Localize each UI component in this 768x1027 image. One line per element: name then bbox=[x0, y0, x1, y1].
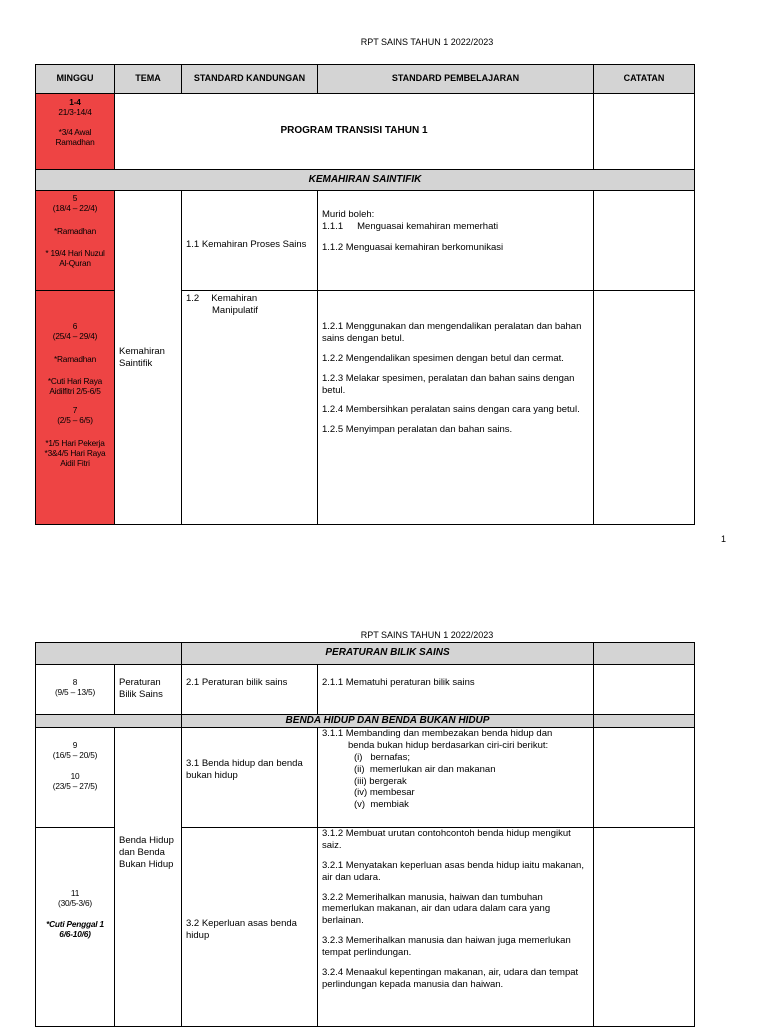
section-band: BENDA HIDUP DAN BENDA BUKAN HIDUP bbox=[181, 714, 594, 728]
week-date: (25/4 – 29/4) bbox=[52, 331, 98, 342]
band-blank bbox=[35, 714, 182, 728]
band-blank bbox=[593, 642, 695, 665]
sp-item: 3.1.2 Membuat urutan contohcontoh benda hidup mengikut saiz. bbox=[322, 828, 571, 851]
document-header: RPT SAINS TAHUN 1 2022/2023 bbox=[360, 37, 494, 47]
week-date: (30/5-3/6) bbox=[58, 898, 92, 909]
standard-kandungan-cell: 1.1 Kemahiran Proses Sains bbox=[181, 190, 318, 291]
week-note: *1/5 Hari Pekerja bbox=[45, 437, 105, 448]
tema-cell: Kemahiran Saintifik bbox=[114, 190, 182, 525]
sp-item: 1.2.2 Mengendalikan spesimen dengan betul dan cermat. bbox=[322, 352, 564, 364]
sp-number: 1.1.1 bbox=[322, 220, 344, 232]
catatan-cell bbox=[593, 827, 695, 1027]
week-number: 5 bbox=[72, 193, 78, 203]
week-number: 7 bbox=[72, 404, 78, 415]
section-band: KEMAHIRAN SAINTIFIK bbox=[35, 169, 695, 191]
week-number: 1-4 bbox=[69, 97, 81, 107]
sp-item: 3.2.4 Menaakul kepentingan makanan, air, udara dan tempat perlindungan kepada manusia dan haiwan. bbox=[322, 966, 579, 990]
sp-heading: 3.1.1 Membanding dan membezakan benda hidup dan bbox=[322, 728, 553, 739]
week-cell bbox=[35, 727, 115, 828]
sp-item: 3.2.1 Menyatakan keperluan asas benda hidup iaitu makanan, air dan udara. bbox=[322, 859, 584, 883]
sp-list-item: (ii) memerlukan air dan makanan bbox=[354, 763, 496, 775]
sp-list-item: (iii) bergerak bbox=[354, 775, 407, 787]
sp-item: 1.2.5 Menyimpan peralatan dan bahan sains. bbox=[322, 424, 513, 436]
week-number: 11 bbox=[70, 888, 80, 898]
band-blank bbox=[35, 642, 182, 665]
sp-intro: Murid boleh: bbox=[322, 209, 375, 220]
header-tema: TEMA bbox=[114, 64, 182, 94]
sp-item: 3.2.3 Memerihalkan manusia dan haiwan juga memerlukan tempat perlindungan. bbox=[322, 935, 571, 958]
standard-kandungan-cell: 3.1 Benda hidup dan benda bukan hidup bbox=[181, 727, 318, 828]
standard-pembelajaran-cell bbox=[317, 727, 594, 828]
sp-list-item: (i) bernafas; bbox=[354, 751, 410, 763]
standard-kandungan-cell: 2.1 Peraturan bilik sains bbox=[181, 664, 318, 715]
document-header: RPT SAINS TAHUN 1 2022/2023 bbox=[360, 630, 494, 640]
week-number: 6 bbox=[72, 321, 78, 331]
week-date: (18/4 – 22/4) bbox=[52, 203, 98, 214]
week-date: (23/5 – 27/5) bbox=[52, 781, 98, 792]
sp-item: 3.2.2 Memerihalkan manusia, haiwan dan tumbuhan memerlukan makanan, air dan udara dalam cara yang berlainan. bbox=[322, 891, 551, 927]
tema-cell: Peraturan Bilik Sains bbox=[114, 664, 182, 715]
program-transisi: PROGRAM TRANSISI TAHUN 1 bbox=[114, 93, 594, 170]
sp-item: 1.1.2 Menguasai kemahiran berkomunikasi bbox=[322, 241, 504, 253]
week-note: * 19/4 Hari Nuzul Al-Quran bbox=[45, 248, 105, 269]
week-note: *Ramadhan bbox=[53, 225, 97, 236]
sp-list-item: (v) membiak bbox=[354, 799, 409, 811]
catatan-cell bbox=[593, 664, 695, 715]
header-standard-pembelajaran: STANDARD PEMBELAJARAN bbox=[317, 64, 594, 94]
sp-heading: benda bukan hidup berdasarkan ciri-ciri berikut: bbox=[348, 739, 549, 751]
week-number: 8 bbox=[72, 677, 78, 687]
header-catatan: CATATAN bbox=[593, 64, 695, 94]
header-standard-kandungan: STANDARD KANDUNGAN bbox=[181, 64, 318, 94]
sp-item: 1.2.3 Melakar spesimen, peralatan dan bahan sains dengan betul. bbox=[322, 372, 575, 396]
week-note: *Cuti Penggal 1 6/6-10/6) bbox=[46, 918, 104, 940]
catatan-cell bbox=[593, 727, 695, 828]
tema-cell: Benda Hidup dan Benda Bukan Hidup bbox=[114, 727, 182, 1027]
sk-text: Manipulatif bbox=[212, 304, 258, 316]
page-number: 1 bbox=[721, 534, 727, 544]
week-number: 10 bbox=[70, 770, 80, 781]
standard-pembelajaran-cell bbox=[317, 827, 594, 1027]
standard-pembelajaran-cell: 2.1.1 Mematuhi peraturan bilik sains bbox=[317, 664, 594, 715]
header-minggu: MINGGU bbox=[35, 64, 115, 94]
sp-text: Menguasai kemahiran memerhati bbox=[357, 220, 499, 232]
week-note: *Cuti Hari Raya Aidilfitri 2/5-6/5 bbox=[47, 376, 103, 397]
sk-number: 1.2 bbox=[186, 293, 200, 304]
sp-item: 1.2.1 Menggunakan dan mengendalikan peralatan dan bahan sains dengan betul. bbox=[322, 321, 582, 344]
week-date: (2/5 – 6/5) bbox=[57, 415, 93, 426]
week-cell bbox=[35, 827, 115, 1027]
standard-kandungan-cell: 3.2 Keperluan asas benda hidup bbox=[181, 827, 318, 1027]
sp-list-item: (iv) membesar bbox=[354, 787, 415, 799]
week-cell bbox=[35, 664, 115, 715]
week-date: 21/3-14/4 bbox=[58, 107, 92, 118]
week-note: *3/4 Awal Ramadhan bbox=[55, 126, 95, 148]
week-number: 9 bbox=[72, 740, 78, 750]
week-date: (9/5 – 13/5) bbox=[54, 687, 96, 698]
sp-item: 1.2.4 Membersihkan peralatan sains dengan cara yang betul. bbox=[322, 404, 580, 416]
week-note: *3&4/5 Hari Raya Aidil Fitri bbox=[44, 447, 106, 469]
week-note: *Ramadhan bbox=[53, 353, 97, 364]
section-band: PERATURAN BILIK SAINS bbox=[181, 642, 594, 665]
week-date: (16/5 – 20/5) bbox=[52, 750, 98, 761]
sk-text: Kemahiran bbox=[211, 293, 258, 304]
band-blank bbox=[593, 714, 695, 728]
